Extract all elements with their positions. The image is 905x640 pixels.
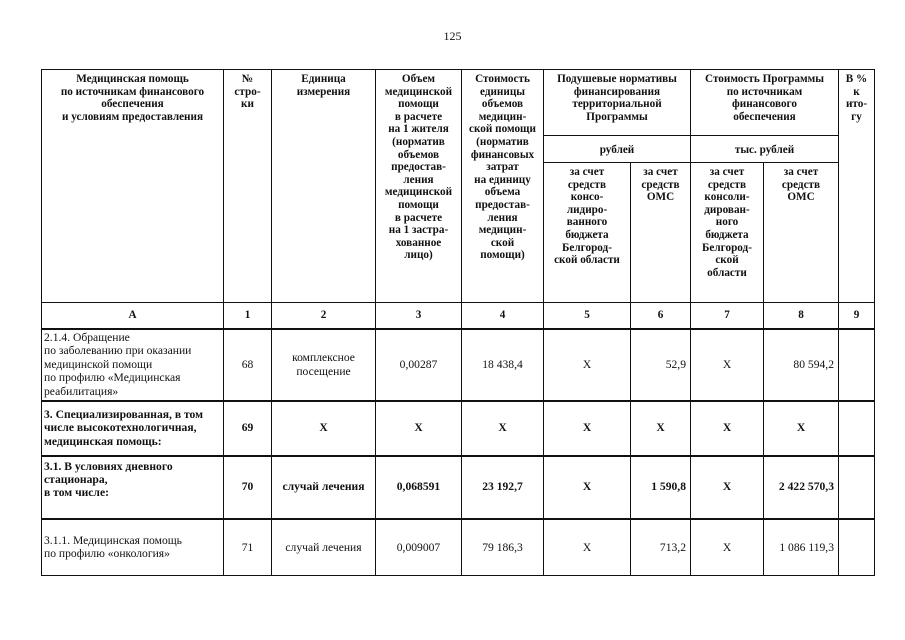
row-oms-thousand: Х (764, 401, 839, 456)
row-budget-thousand: Х (691, 456, 764, 519)
row-oms-thousand: 1 086 119,3 (764, 519, 839, 576)
row-budget-thousand: Х (691, 401, 764, 456)
index-cell: 7 (691, 303, 764, 329)
row-name: 3.1.1. Медицинская помощь по профилю «онкология» (42, 519, 224, 576)
row-name: 3.1. В условиях дневного стационара, в том числе: (42, 456, 224, 519)
row-percent (839, 456, 875, 519)
row-budget-rubles: Х (544, 519, 631, 576)
table-row (42, 401, 875, 456)
row-unit: случай лечения (272, 519, 376, 576)
row-percent (839, 329, 875, 401)
header-unit-thousand-rubles: тыс. рублей (691, 136, 839, 163)
row-cost: 79 186,3 (462, 519, 544, 576)
header-unit-rubles: рублей (544, 136, 691, 163)
header-unit: Единица измерения (272, 70, 376, 303)
index-cell: 4 (462, 303, 544, 329)
index-cell: 3 (376, 303, 462, 329)
header-care-type: Медицинская помощь по источникам финансового обеспечения и условиям предоставления (42, 70, 224, 303)
row-number: 71 (224, 519, 272, 576)
header-row-number: № стро- ки (224, 70, 272, 303)
row-volume: 0,00287 (376, 329, 462, 401)
program-cost-table (41, 69, 875, 576)
row-volume: Х (376, 401, 462, 456)
row-oms-rubles: 1 590,8 (631, 456, 691, 519)
row-name: 2.1.4. Обращение по заболеванию при оказании медицинской помощи по профилю «Медицинская реабилитация» (42, 329, 224, 401)
row-percent (839, 401, 875, 456)
page-number: 125 (443, 29, 462, 43)
row-cost: Х (462, 401, 544, 456)
index-cell: 8 (764, 303, 839, 329)
row-volume: 0,068591 (376, 456, 462, 519)
row-percent (839, 519, 875, 576)
row-number: 70 (224, 456, 272, 519)
header-oms-thousand: за счет средств ОМС (764, 163, 839, 303)
row-unit: случай лечения (272, 456, 376, 519)
table-row (42, 519, 875, 576)
row-unit: комплексное посещение (272, 329, 376, 401)
index-cell: 9 (839, 303, 875, 329)
index-cell: 6 (631, 303, 691, 329)
row-cost: 18 438,4 (462, 329, 544, 401)
table-row (42, 329, 875, 401)
index-cell: А (42, 303, 224, 329)
row-oms-rubles: 713,2 (631, 519, 691, 576)
row-number: 69 (224, 401, 272, 456)
header-unit-cost: Стоимость единицы объемов медицин- ской помощи (норматив финансовых затрат на единицу объема предостав- ления медицин- ской помощи) (462, 70, 544, 303)
header-percent: В % к ито- гу (839, 70, 875, 303)
row-cost: 23 192,7 (462, 456, 544, 519)
table-row (42, 456, 875, 519)
header-budget-thousand: за счет средств консоли- дирован- ного бюджета Белгород- ской области (691, 163, 764, 303)
row-oms-thousand: 2 422 570,3 (764, 456, 839, 519)
header-per-capita-norms: Подушевые нормативы финансирования территориальной Программы (544, 70, 691, 136)
header-volume: Объем медицинской помощи в расчете на 1 жителя (норматив объемов предостав- ления медицинской помощи в расчете на 1 застра- хованное лицо) (376, 70, 462, 303)
row-budget-thousand: Х (691, 329, 764, 401)
header-oms-rubles: за счет средств ОМС (631, 163, 691, 303)
row-oms-rubles: 52,9 (631, 329, 691, 401)
row-budget-rubles: Х (544, 401, 631, 456)
header-budget-rubles: за счет средств консо- лидиро- ванного бюджета Белгород- ской области (544, 163, 631, 303)
row-budget-rubles: Х (544, 456, 631, 519)
row-volume: 0,009007 (376, 519, 462, 576)
row-unit: Х (272, 401, 376, 456)
row-oms-thousand: 80 594,2 (764, 329, 839, 401)
row-budget-thousand: Х (691, 519, 764, 576)
index-cell: 2 (272, 303, 376, 329)
row-number: 68 (224, 329, 272, 401)
header-program-cost: Стоимость Программы по источникам финансового обеспечения (691, 70, 839, 136)
row-name: 3. Специализированная, в том числе высокотехнологичная, медицинская помощь: (42, 401, 224, 456)
row-oms-rubles: Х (631, 401, 691, 456)
row-budget-rubles: Х (544, 329, 631, 401)
index-cell: 1 (224, 303, 272, 329)
index-cell: 5 (544, 303, 631, 329)
